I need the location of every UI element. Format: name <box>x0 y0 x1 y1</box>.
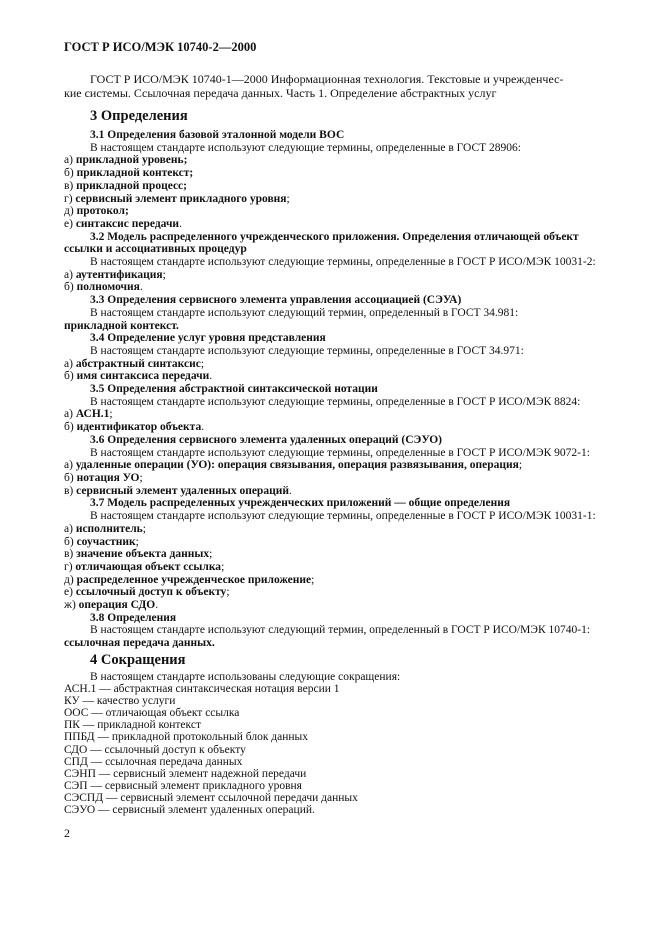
subsection-3-3-term: прикладной контекст. <box>64 319 179 332</box>
list-item-prefix: б) <box>64 370 74 383</box>
subsection-3-8-intro: В настоящем стандарте используют следующий термин, определенный в ГОСТ Р ИСО/МЭК 10740-1: <box>90 624 591 637</box>
list-item <box>64 472 600 485</box>
list-item-prefix: д) <box>64 573 74 586</box>
list-item-punct: . <box>179 217 182 230</box>
list-item-prefix: б) <box>64 471 74 484</box>
list-item-punct: ; <box>162 268 166 281</box>
list-item <box>64 205 600 218</box>
list-item-punct: . <box>288 484 292 497</box>
list-item <box>64 358 600 371</box>
list-item <box>64 370 600 383</box>
subsection-3-7-intro: В настоящем стандарте используют следующие термины, определенные в ГОСТ Р ИСО/МЭК 10031-1: <box>90 510 596 523</box>
section-4-intro: В настоящем стандарте использованы следующие сокращения: <box>90 671 401 683</box>
list-item <box>64 536 600 549</box>
list-item-prefix: е) <box>64 217 73 230</box>
list-item-term: идентификатор объекта <box>76 421 202 434</box>
list-item <box>64 281 600 294</box>
list-item-prefix: г) <box>64 560 73 573</box>
list-item-prefix: в) <box>64 548 74 561</box>
subsection-3-6-heading: 3.6 Определения сервисного элемента удаленных операций (СЭУО) <box>90 433 442 446</box>
list-item-term: соучастник <box>76 535 136 548</box>
subsection-3-2-heading-line2: ссылки и ассоциативных процедур <box>64 243 247 256</box>
subsection-3-5-intro: В настоящем стандарте используют следующие термины, определенные в ГОСТ Р ИСО/МЭК 8824: <box>90 395 581 408</box>
list-item-term: прикладной контекст; <box>76 167 194 180</box>
list-item-term: АСН.1 <box>75 408 110 421</box>
list-item <box>64 523 600 536</box>
abbreviation-item: СЭСПД — сервисный элемент ссылочной передачи данных <box>64 791 358 804</box>
list-item-term: протокол; <box>76 205 129 218</box>
list-item-punct: . <box>139 281 143 294</box>
subsection-3-5-list <box>64 408 600 434</box>
list-item-term: сервисный элемент удаленных операций <box>76 484 289 497</box>
list-item-punct: ; <box>209 548 213 561</box>
list-item-punct: ; <box>221 560 225 573</box>
subsection-3-4-heading: 3.4 Определение услуг уровня представления <box>90 332 326 345</box>
list-item <box>64 548 600 561</box>
list-item-term: распределенное учрежденческое приложение <box>76 573 312 586</box>
list-item <box>64 167 600 180</box>
list-item-prefix: в) <box>64 484 74 497</box>
subsection-3-8-term: ссылочная передача данных. <box>64 637 215 650</box>
subsection-3-1-heading: 3.1 Определения базовой эталонной модели ВОС <box>90 129 345 141</box>
abbreviation-item: КУ — качество услуги <box>64 695 176 708</box>
list-item <box>64 154 600 167</box>
list-item-prefix: а) <box>64 408 73 421</box>
list-item-term: отличающая объект ссылка <box>75 560 222 573</box>
subsection-3-6-intro: В настоящем стандарте используют следующие термины, определенные в ГОСТ Р ИСО/МЭК 9072-1: <box>90 446 590 459</box>
abbreviation-item: СДО — ссылочный доступ к объекту <box>64 743 246 756</box>
list-item-punct: . <box>201 421 205 434</box>
subsection-3-6-list <box>64 459 600 497</box>
list-item-punct: ; <box>286 192 290 205</box>
abbreviation-item: СЭНП — сервисный элемент надежной передачи <box>64 767 307 780</box>
list-item-prefix: в) <box>64 179 74 192</box>
list-item-term: имя синтаксиса передачи <box>76 370 210 383</box>
list-item <box>64 421 600 434</box>
list-item-prefix: е) <box>64 586 73 599</box>
subsection-3-2-intro: В настоящем стандарте используют следующие термины, определенные в ГОСТ Р ИСО/МЭК 10031-2: <box>90 256 596 269</box>
list-item-prefix: а) <box>64 154 73 167</box>
intro-reference <box>64 72 597 100</box>
subsection-3-4-list <box>64 357 600 383</box>
subsection-3-1-list <box>64 154 600 230</box>
list-item-punct: ; <box>142 522 146 535</box>
list-item-prefix: а) <box>64 459 73 472</box>
abbreviation-item: АСН.1 — абстрактная синтаксическая нотация версии 1 <box>64 683 340 696</box>
list-item <box>64 459 600 472</box>
document-header: ГОСТ Р ИСО/МЭК 10740-2—2000 <box>64 40 257 54</box>
list-item-term: исполнитель <box>75 522 143 535</box>
abbreviation-item: ООС — отличающая объект ссылка <box>64 707 240 720</box>
list-item-term: ссылочный доступ к объекту <box>75 586 227 599</box>
list-item-prefix: г) <box>64 192 73 205</box>
list-item <box>64 586 600 599</box>
list-item-term: прикладной процесс; <box>76 179 187 192</box>
list-item-prefix: ж) <box>64 599 76 612</box>
list-item-term: сервисный элемент прикладного уровня <box>75 192 287 205</box>
list-item-punct: ; <box>109 408 113 421</box>
list-item-punct: ; <box>311 573 315 586</box>
list-item <box>64 599 600 612</box>
subsection-3-5-heading: 3.5 Определения абстрактной синтаксической нотации <box>90 383 378 396</box>
abbreviation-item: СЭП — сервисный элемент прикладного уровня <box>64 779 302 792</box>
list-item-term: полномочия <box>76 281 140 294</box>
subsection-3-7-heading: 3.7 Модель распределенных учрежденческих приложений — общие определения <box>90 497 511 510</box>
list-item <box>64 269 600 282</box>
subsection-3-4-intro: В настоящем стандарте используют следующие термины, определенные в ГОСТ 34.971: <box>90 344 524 357</box>
subsection-3-3-heading: 3.3 Определения сервисного элемента управления ассоциацией (СЭУА) <box>90 294 462 307</box>
abbreviation-item: ППБД — прикладной протокольный блок данных <box>64 731 309 744</box>
abbreviation-item: ПК — прикладной контекст <box>64 719 201 732</box>
subsection-3-1-intro: В настоящем стандарте используют следующие термины, определенные в ГОСТ 28906: <box>90 141 521 154</box>
list-item <box>64 574 600 587</box>
section-3-body <box>64 129 600 650</box>
section-4-body <box>64 671 600 817</box>
subsection-3-2-list <box>64 268 600 294</box>
list-item-prefix: а) <box>64 357 73 370</box>
list-item-term: операция СДО <box>78 599 156 612</box>
list-item-term: прикладной уровень; <box>75 154 188 167</box>
list-item-prefix: б) <box>64 281 74 294</box>
list-item-term: значение объекта данных <box>76 548 210 561</box>
list-item <box>64 408 600 421</box>
subsection-3-2-heading <box>64 230 600 256</box>
list-item-punct: ; <box>518 459 523 472</box>
abbreviation-list <box>64 683 600 817</box>
list-item-term: абстрактный синтаксис <box>75 357 201 370</box>
list-item-term: синтаксис передачи <box>75 217 180 230</box>
list-item <box>64 485 600 498</box>
list-item <box>64 193 600 206</box>
list-item-punct: . <box>155 599 159 612</box>
section-3-title: 3 Определения <box>90 108 188 124</box>
list-item-punct: ; <box>226 586 230 599</box>
subsection-3-7-list <box>64 522 600 612</box>
list-item-prefix: а) <box>64 522 73 535</box>
subsection-3-8-heading: 3.8 Определения <box>90 611 177 624</box>
list-item-prefix: д) <box>64 205 74 218</box>
list-item-term: аутентификация <box>75 268 163 281</box>
intro-line-2: кие системы. Ссылочная передача данных. Часть 1. Определение абстрактных услуг <box>64 86 497 100</box>
intro-line-1: ГОСТ Р ИСО/МЭК 10740-1—2000 Информационная технология. Текстовые и учрежденчес- <box>90 72 564 86</box>
abbreviation-item: СПД — ссылочная передача данных <box>64 755 243 768</box>
list-item-prefix: б) <box>64 535 74 548</box>
list-item-term: удаленные операции (УО): операция связывания, операция развязывания, операция <box>75 459 519 472</box>
subsection-3-3-intro: В настоящем стандарте используют следующий термин, определенный в ГОСТ 34.981: <box>90 306 519 319</box>
list-item-punct: ; <box>139 471 143 484</box>
list-item <box>64 218 600 231</box>
list-item <box>64 561 600 574</box>
list-item-punct: ; <box>135 535 139 548</box>
page-number: 2 <box>64 826 70 840</box>
list-item <box>64 180 600 193</box>
list-item-term: нотация УО <box>76 471 140 484</box>
abbreviation-item: СЭУО — сервисный элемент удаленных операций. <box>64 804 315 817</box>
list-item-prefix: б) <box>64 421 74 434</box>
subsection-3-2-heading-line1: 3.2 Модель распределенного учрежденческого приложения. Определения отличающей объект <box>90 230 579 243</box>
list-item-prefix: а) <box>64 268 73 281</box>
section-4-title: 4 Сокращения <box>90 652 186 668</box>
list-item-punct: ; <box>200 357 205 370</box>
list-item-punct: . <box>209 370 213 383</box>
list-item-prefix: б) <box>64 167 74 180</box>
